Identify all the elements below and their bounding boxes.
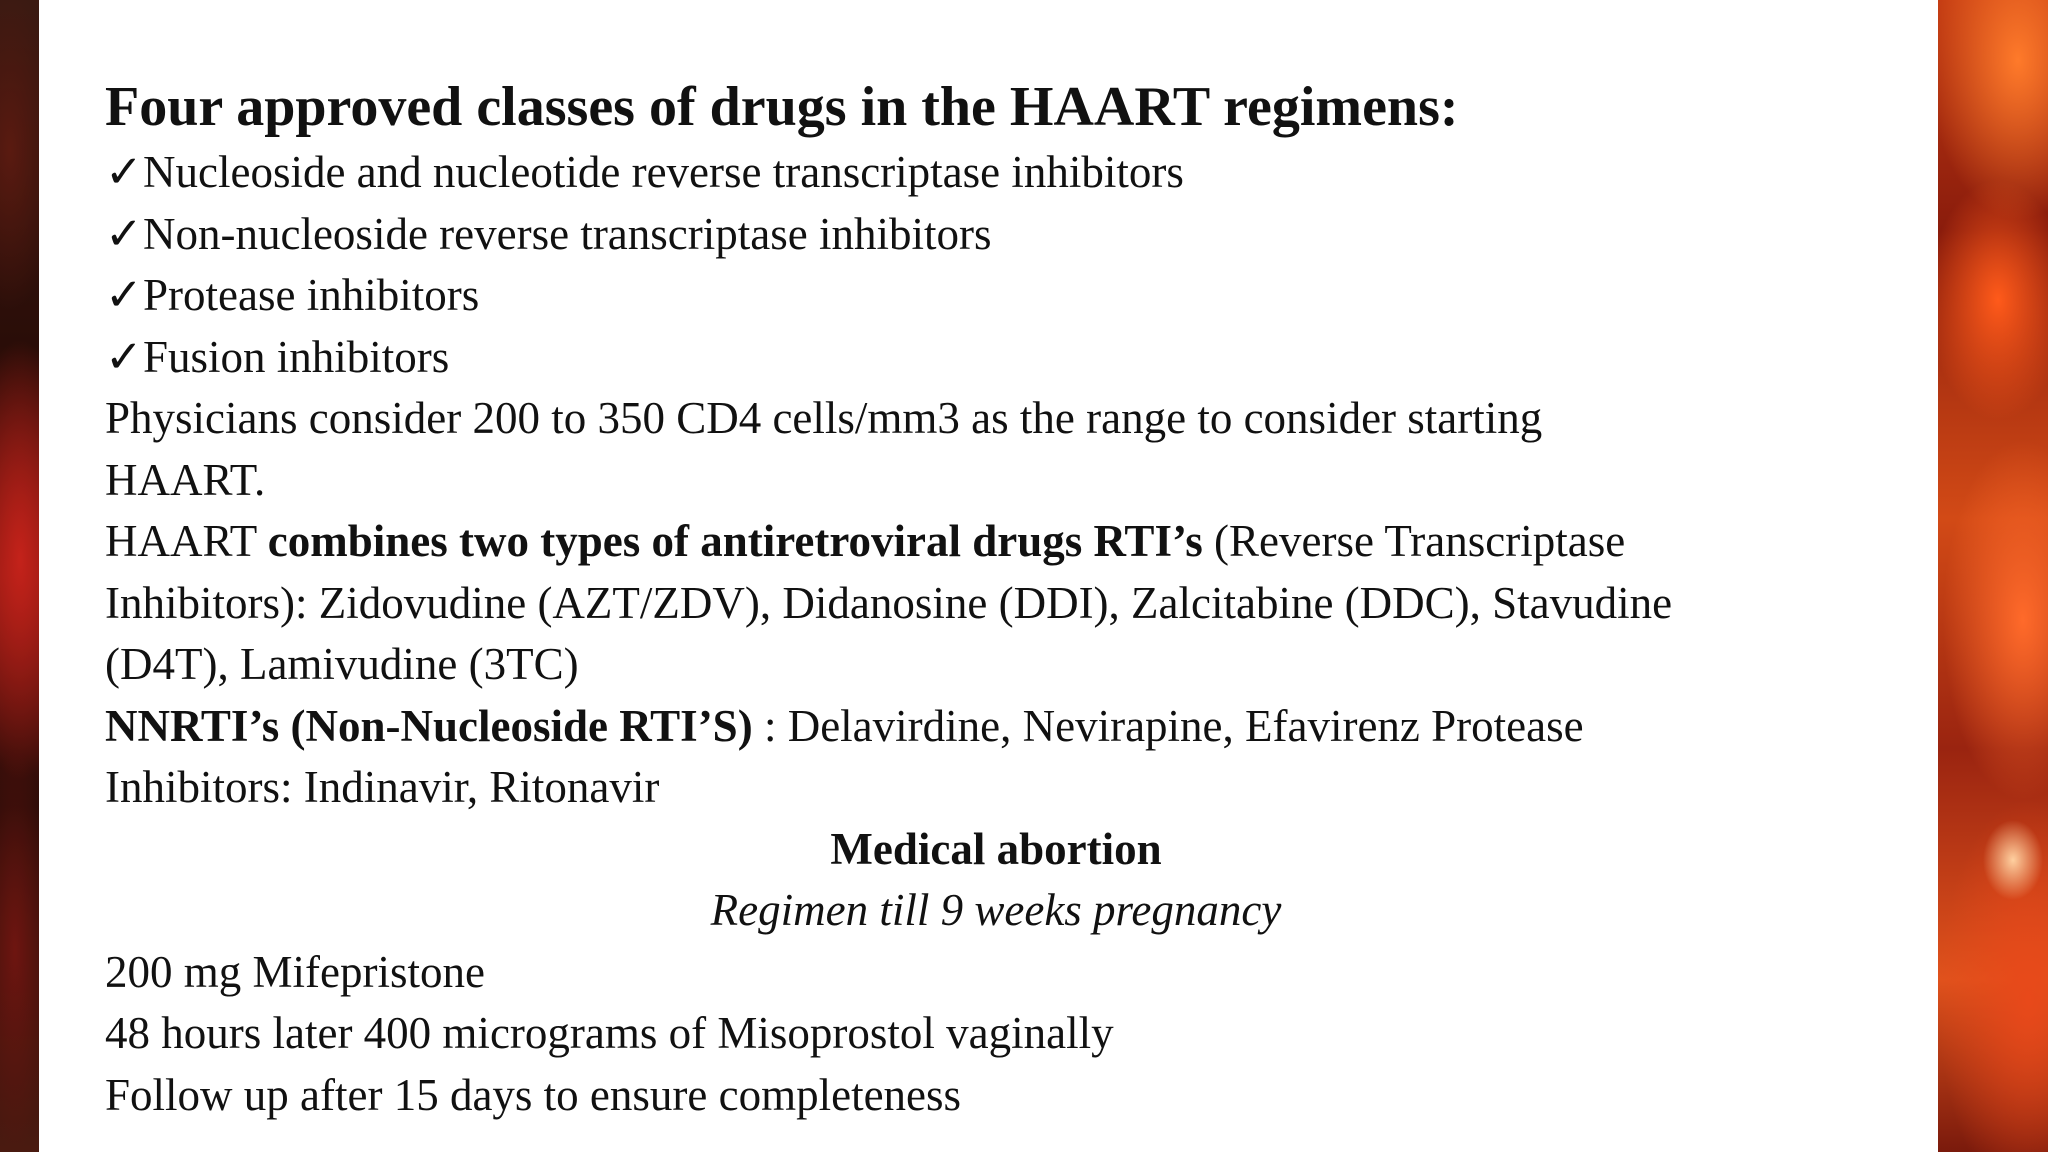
haart-bold-phrase: combines two types of antiretroviral drugs RTI’s <box>267 516 1203 566</box>
checkmark-icon: ✓ <box>105 208 143 259</box>
nnrti-suffix: : Delavirdine, Nevirapine, Efavirenz Protease <box>752 700 1584 751</box>
checklist-item <box>105 327 1905 389</box>
abortion-step: 200 mg Mifepristone <box>105 946 485 997</box>
checklist-item-label: Non-nucleoside reverse transcriptase inhibitors <box>143 208 992 259</box>
checkmark-icon: ✓ <box>105 147 143 197</box>
haart-suffix: (Reverse Transcriptase <box>1202 516 1626 566</box>
checklist-item <box>105 142 1905 204</box>
haart-line-3: (D4T), Lamivudine (3TC) <box>105 639 579 689</box>
physicians-line-1: Physicians consider 200 to 350 CD4 cells/mm3 as the range to consider starting <box>105 393 1543 443</box>
checklist-item-label: Fusion inhibitors <box>143 331 450 382</box>
nnrti-bold-phrase: NNRTI’s (Non-Nucleoside RTI’S) <box>105 700 753 751</box>
nnrti-line-2: Inhibitors: Indinavir, Ritonavir <box>105 762 660 812</box>
physicians-line-2: HAART. <box>105 454 266 505</box>
right-decorative-border <box>1938 0 2048 1152</box>
slide-content <box>105 72 1905 1126</box>
checklist-item <box>105 204 1905 266</box>
checklist-item-label: Nucleoside and nucleotide reverse transcriptase inhibitors <box>143 147 1184 197</box>
haart-line-1 <box>105 511 1905 573</box>
slide-heading: Four approved classes of drugs in the HAART regimens: <box>105 76 1459 138</box>
checklist-item <box>105 265 1905 327</box>
haart-line-2: Inhibitors): Zidovudine (AZT/ZDV), Didanosine (DDI), Zalcitabine (DDC), Stavudine <box>105 577 1673 628</box>
left-decorative-border <box>0 0 39 1152</box>
abortion-step: Follow up after 15 days to ensure completeness <box>105 1069 962 1120</box>
checkmark-icon: ✓ <box>105 270 143 320</box>
abortion-subtitle: Regimen till 9 weeks pregnancy <box>710 885 1282 935</box>
nnrti-line-1 <box>105 696 1905 758</box>
checklist-item-label: Protease inhibitors <box>143 270 480 320</box>
abortion-step: 48 hours later 400 micrograms of Misoprostol vaginally <box>105 1008 1114 1058</box>
haart-prefix: HAART <box>105 516 268 566</box>
abortion-title: Medical abortion <box>830 823 1162 874</box>
checkmark-icon: ✓ <box>105 331 143 382</box>
